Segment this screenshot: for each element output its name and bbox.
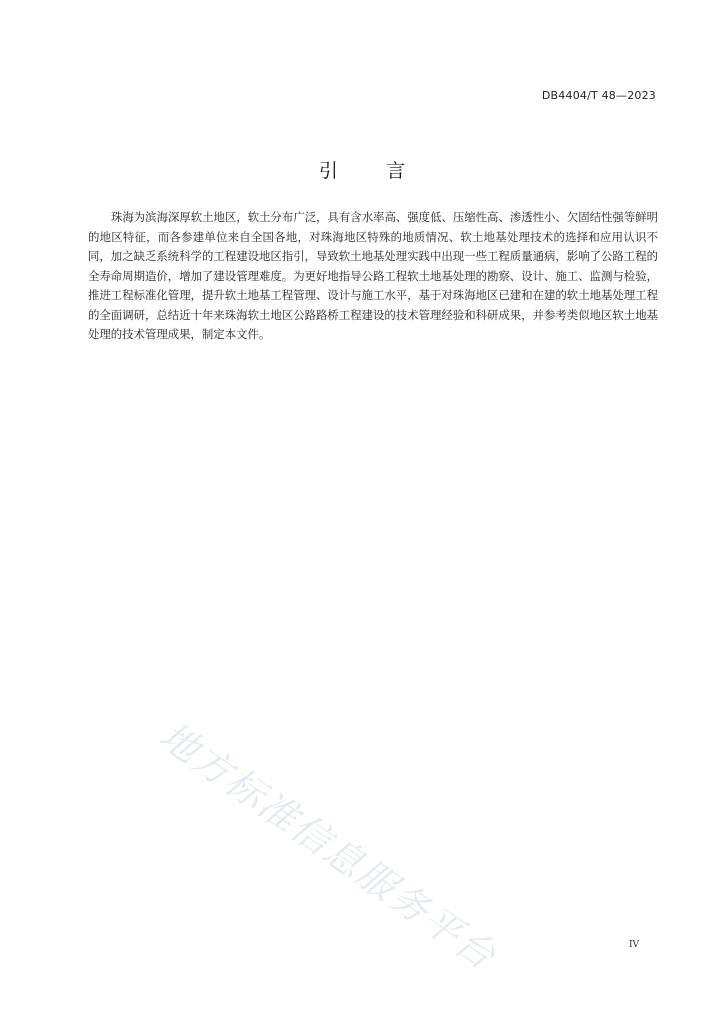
body-paragraph: 珠海为滨海深厚软土地区，软土分布广泛，具有含水率高、强度低、压缩性高、渗透性小、欠固结性强等鲜明的地区特征，而各参建单位来自全国各地，对珠海地区特殊的地质情况、软土地基处理技术的选择和应用认识不同，加之缺乏系统科学的工程建设地区指引，导致软土地基处理实践中出现一些工程质量通病，影响了公路工程的全寿命周期造价，增加了建设管理难度。为更好地指导公路工程软土地基处理的勘察、设计、施工、监测与检验，推进工程标准化管理，提升软土地基工程管理、设计与施工水平，基于对珠海地区已建和在建的软土地基处理工程的全面调研，总结近十年来珠海软土地区公路路桥工程建设的技术管理经验和科研成果，并参考类似地区软土地基处理的技术管理成果，制定本文件。 [88,210,658,341]
page-title: 引 言 [318,160,406,182]
watermark: 地方标准信息服务平台 [151,713,505,979]
page-number: IV [628,940,639,950]
document-code: DB4404/T 48—2023 [541,89,656,102]
